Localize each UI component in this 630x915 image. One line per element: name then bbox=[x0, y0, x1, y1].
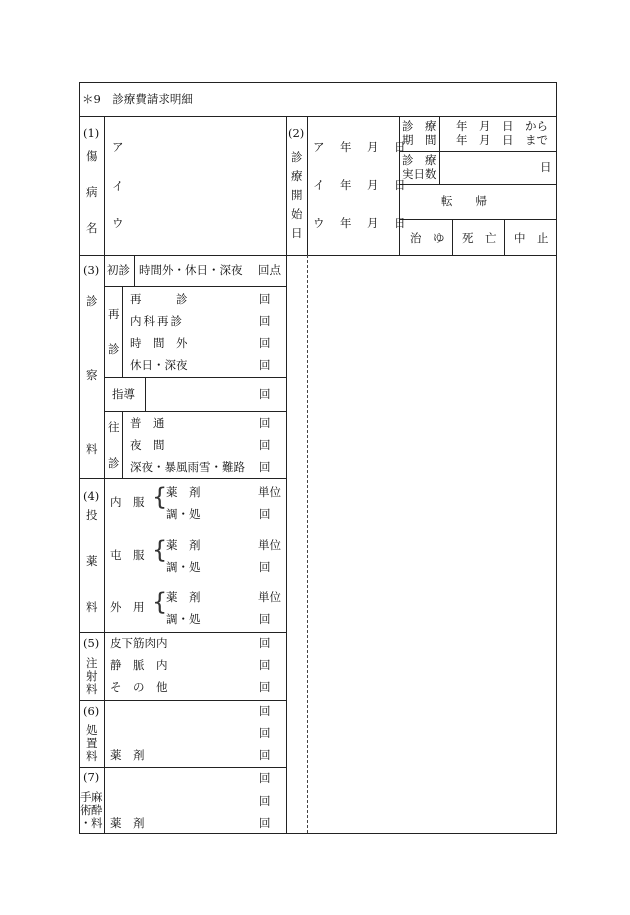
revisit-row: 再 診 bbox=[130, 292, 188, 306]
revisit-label-char: 診 bbox=[108, 342, 120, 356]
unit-label: 単位 bbox=[258, 590, 281, 604]
brace-icon: { bbox=[152, 483, 168, 511]
s2-label-char: 日 bbox=[291, 226, 303, 240]
unit-label: 回 bbox=[259, 560, 271, 574]
unit-label: 回 bbox=[259, 658, 271, 672]
drug-label: 薬 剤 bbox=[166, 485, 201, 499]
days-unit: 日 bbox=[540, 160, 552, 174]
drug-label: 薬 剤 bbox=[166, 538, 201, 552]
s5-label-char: 料 bbox=[86, 682, 98, 696]
s2-label-char: 開 bbox=[291, 188, 303, 202]
s5-label-char: 射 bbox=[86, 669, 98, 683]
s4-number: (4) bbox=[83, 489, 100, 503]
unit-label: 回 bbox=[259, 612, 271, 626]
s4-label-divider bbox=[104, 478, 105, 632]
s6-number: (6) bbox=[83, 704, 100, 718]
internal-medicine-label: 内 服 bbox=[110, 495, 145, 509]
s1-label-char: 傷 bbox=[86, 149, 98, 163]
s1-number: (1) bbox=[83, 126, 100, 140]
s2-label-divider bbox=[307, 116, 308, 255]
s3-guide-bottom bbox=[104, 411, 286, 412]
s3-label-char: 料 bbox=[86, 442, 98, 456]
diagnosis-u: ウ bbox=[112, 216, 124, 230]
revisit-row: 内科再診 bbox=[130, 314, 184, 328]
injection-row: 皮下筋肉内 bbox=[110, 636, 168, 650]
s2-label-char: 診 bbox=[291, 150, 303, 164]
unit-label: 回 bbox=[259, 507, 271, 521]
s2-left bbox=[286, 116, 287, 834]
s7-label-char: 麻 bbox=[91, 790, 103, 804]
unit-label: 回 bbox=[259, 704, 271, 718]
revisit-row: 休日・深夜 bbox=[130, 358, 188, 372]
s5-label-divider bbox=[104, 632, 105, 700]
outcome-label: 転 帰 bbox=[441, 194, 487, 208]
first-visit-unit: 回点 bbox=[258, 263, 281, 277]
period-label: 期 間 bbox=[402, 133, 437, 147]
start-date-a: ア 年 月 日 bbox=[313, 140, 408, 154]
unit-label: 単位 bbox=[258, 485, 281, 499]
tenki-divider bbox=[399, 219, 557, 220]
injection-row: そ の 他 bbox=[110, 680, 168, 694]
unit-label: 回 bbox=[259, 636, 271, 650]
drug-label: 薬 剤 bbox=[166, 590, 201, 604]
external-medicine-label: 外 用 bbox=[110, 600, 145, 614]
unit-label: 回 bbox=[259, 748, 271, 762]
form-title: ＊9 診療費請求明細 bbox=[82, 92, 193, 106]
s7-label-divider bbox=[104, 767, 105, 833]
s5-bottom bbox=[79, 700, 286, 701]
s6-label-char: 処 bbox=[86, 723, 98, 737]
s2-label-char: 始 bbox=[291, 207, 303, 221]
outcome-stopped: 中 止 bbox=[514, 231, 549, 245]
as-needed-medicine-label: 屯 服 bbox=[110, 548, 145, 562]
revisit-label-char: 再 bbox=[108, 307, 120, 321]
period-label-divider bbox=[439, 116, 440, 184]
guide-divider bbox=[145, 377, 146, 411]
s3-first-bottom bbox=[104, 286, 286, 287]
s2-label-char: 療 bbox=[291, 169, 303, 183]
s4-label-char: 料 bbox=[86, 600, 98, 614]
unit-label: 回 bbox=[259, 680, 271, 694]
period-to: 年 月 日 まで bbox=[456, 133, 548, 147]
outcome-died: 死 亡 bbox=[462, 231, 497, 245]
tenki-opt-divider-2 bbox=[504, 219, 505, 255]
unit-label: 回 bbox=[259, 416, 271, 430]
visit-label-divider bbox=[122, 411, 123, 478]
days-bottom bbox=[399, 184, 557, 185]
unit-label: 回 bbox=[259, 387, 271, 401]
revisit-row: 時 間 外 bbox=[130, 336, 188, 350]
frame-top bbox=[79, 82, 557, 83]
start-date-i: イ 年 月 日 bbox=[313, 178, 408, 192]
unit-label: 回 bbox=[259, 314, 271, 328]
s2-number: (2) bbox=[288, 126, 305, 140]
s3-bottom bbox=[79, 478, 286, 479]
first-visit-detail: 時間外・休日・深夜 bbox=[139, 263, 243, 277]
diagnosis-a: ア bbox=[112, 140, 124, 154]
unit-label: 回 bbox=[259, 816, 271, 830]
s3-number: (3) bbox=[83, 263, 100, 277]
s6-label-char: 料 bbox=[86, 749, 98, 763]
unit-label: 回 bbox=[259, 292, 271, 306]
s7-label-char: 術 bbox=[80, 803, 92, 817]
s5-label-char: 注 bbox=[86, 656, 98, 670]
title-divider bbox=[79, 116, 557, 117]
s4-label-char: 薬 bbox=[86, 554, 98, 568]
s7-label-char: 料 bbox=[91, 816, 103, 830]
unit-label: 回 bbox=[259, 358, 271, 372]
s4-label-char: 投 bbox=[86, 508, 98, 522]
prep-label: 調・処 bbox=[166, 612, 201, 626]
s6-bottom bbox=[79, 767, 286, 768]
s7-label-char: ・ bbox=[80, 816, 92, 830]
diagnosis-i: イ bbox=[112, 179, 124, 193]
frame-left bbox=[79, 82, 80, 834]
days-label: 診 療 bbox=[402, 153, 437, 167]
s1-bottom bbox=[79, 255, 557, 256]
s4-bottom bbox=[79, 632, 286, 633]
days-label: 実日数 bbox=[402, 167, 437, 181]
revisit-label-divider bbox=[122, 286, 123, 377]
first-visit-divider bbox=[134, 255, 135, 286]
visit-label-char: 往 bbox=[108, 420, 120, 434]
treatment-drug-label: 薬 剤 bbox=[110, 748, 145, 762]
prep-label: 調・処 bbox=[166, 560, 201, 574]
dashed-column-divider bbox=[307, 255, 308, 833]
s7-number: (7) bbox=[83, 770, 100, 784]
visit-row: 普 通 bbox=[130, 416, 165, 430]
s3-label-char: 診 bbox=[86, 294, 98, 308]
s3-revisit-bottom bbox=[104, 377, 286, 378]
brace-icon: { bbox=[152, 536, 168, 564]
s3-label-divider bbox=[104, 255, 105, 478]
visit-row: 深夜・暴風雨雪・難路 bbox=[130, 460, 245, 474]
s7-label-char: 手 bbox=[80, 790, 92, 804]
start-date-u: ウ 年 月 日 bbox=[313, 216, 408, 230]
outcome-cured: 治 ゆ bbox=[410, 231, 445, 245]
unit-label: 回 bbox=[259, 460, 271, 474]
s6-label-divider bbox=[104, 700, 105, 767]
prep-label: 調・処 bbox=[166, 507, 201, 521]
period-bottom bbox=[399, 151, 557, 152]
s1-label-char: 病 bbox=[86, 185, 98, 199]
unit-label: 回 bbox=[259, 771, 271, 785]
tenki-opt-divider-1 bbox=[452, 219, 453, 255]
visit-row: 夜 間 bbox=[130, 438, 165, 452]
frame-bottom bbox=[79, 833, 307, 834]
s1-label-char: 名 bbox=[86, 221, 98, 235]
frame-right bbox=[556, 82, 557, 834]
guidance-label: 指導 bbox=[112, 387, 135, 401]
unit-label: 回 bbox=[259, 794, 271, 808]
s6-label-char: 置 bbox=[86, 736, 98, 750]
surgery-drug-label: 薬 剤 bbox=[110, 816, 145, 830]
injection-row: 静 脈 内 bbox=[110, 658, 168, 672]
period-label: 診 療 bbox=[402, 119, 437, 133]
s7-label-char: 酔 bbox=[91, 803, 103, 817]
s5-number: (5) bbox=[83, 636, 100, 650]
unit-label: 回 bbox=[259, 726, 271, 740]
unit-label: 回 bbox=[259, 438, 271, 452]
s1-label-divider bbox=[104, 116, 105, 255]
visit-label-char: 診 bbox=[108, 456, 120, 470]
period-from: 年 月 日 から bbox=[456, 119, 548, 133]
s3-label-char: 察 bbox=[86, 368, 98, 382]
frame-bottom-right bbox=[307, 833, 557, 834]
unit-label: 回 bbox=[259, 336, 271, 350]
unit-label: 単位 bbox=[258, 538, 281, 552]
brace-icon: { bbox=[152, 588, 168, 616]
first-visit-label: 初診 bbox=[107, 263, 130, 277]
